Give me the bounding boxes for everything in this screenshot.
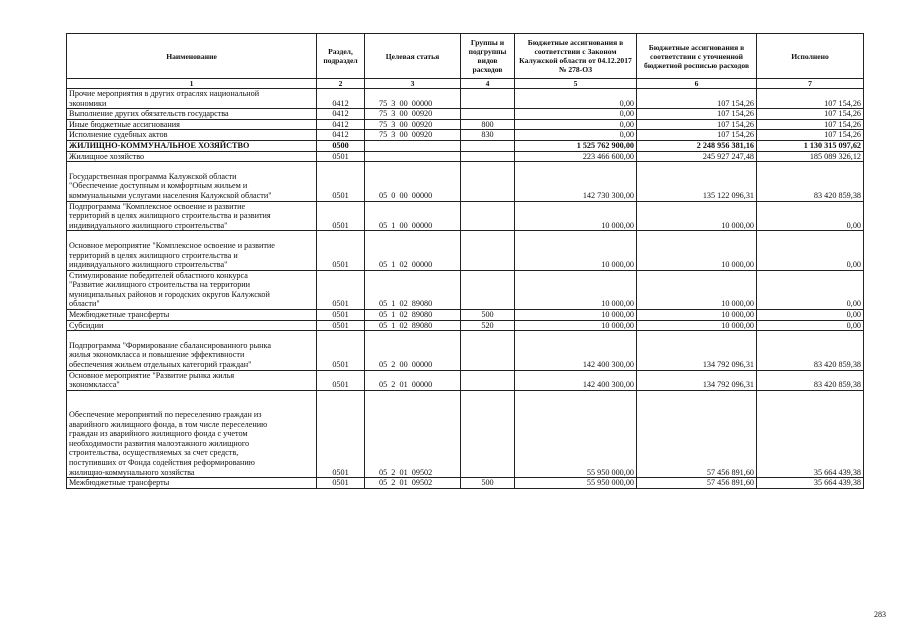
column-number-row [67, 79, 864, 89]
cell-groups [461, 162, 515, 201]
cell-law: 55 950 000,00 [515, 478, 637, 489]
cell-groups [461, 109, 515, 120]
cell-target: 05 1 02 89080 [365, 320, 461, 331]
cell-name: Подпрограмма "Формирование сбалансированного рынка жилья экономкласса и повышение эффективности обеспечения жильем отдельных категорий граждан" [67, 331, 317, 370]
colnum: 4 [461, 79, 515, 89]
table-row [67, 390, 864, 477]
cell-law: 0,00 [515, 130, 637, 141]
cell-refined: 107 154,26 [637, 109, 757, 120]
table-row [67, 109, 864, 120]
header-groups: Группы и подгруппы видов расходов [461, 34, 515, 79]
cell-name: Межбюджетные трансферты [67, 478, 317, 489]
cell-groups [461, 370, 515, 390]
cell-refined: 10 000,00 [637, 231, 757, 270]
cell-name: Обеспечение мероприятий по переселению граждан из аварийного жилищного фонда, в том числе переселению граждан из аварийного жилищного фонда с учетом необходимости развития малоэтажного жилищного строительства, осуществляемых за счет средств, поступивших от Фонда содействия реформированию жилищно-коммунального хозяйства [67, 390, 317, 477]
table-row [67, 201, 864, 231]
cell-name: Субсидии [67, 320, 317, 331]
cell-name: Подпрограмма "Комплексное освоение и развитие территорий в целях жилищного строительства и развития индивидуального жилищного строительства" [67, 201, 317, 231]
cell-name: Прочие мероприятия в других отраслях национальной экономики [67, 89, 317, 109]
cell-done: 0,00 [757, 201, 864, 231]
cell-target: 05 2 00 00000 [365, 331, 461, 370]
budget-table-sheet [66, 33, 863, 489]
cell-section: 0501 [317, 231, 365, 270]
cell-target: 75 3 00 00000 [365, 89, 461, 109]
cell-law: 142 400 300,00 [515, 331, 637, 370]
header-done: Исполнено [757, 34, 864, 79]
cell-done: 0,00 [757, 270, 864, 309]
cell-section: 0501 [317, 162, 365, 201]
cell-section: 0500 [317, 140, 365, 151]
table-body [67, 89, 864, 489]
cell-law: 223 466 600,00 [515, 151, 637, 162]
cell-law: 0,00 [515, 119, 637, 130]
table-header-row [67, 34, 864, 79]
cell-name: Иные бюджетные ассигнования [67, 119, 317, 130]
cell-section: 0501 [317, 201, 365, 231]
cell-groups [461, 390, 515, 477]
table-row [67, 310, 864, 321]
cell-name: Стимулирование победителей областного конкурса "Развитие жилищного строительства на территории муниципальных районов и городских округов Калужской области" [67, 270, 317, 309]
cell-refined: 57 456 891,60 [637, 478, 757, 489]
cell-name: Основное мероприятие "Комплексное освоение и развитие территорий в целях жилищного строительства и индивидуального жилищного строительства" [67, 231, 317, 270]
colnum: 2 [317, 79, 365, 89]
cell-done: 107 154,26 [757, 109, 864, 120]
colnum: 5 [515, 79, 637, 89]
cell-section: 0501 [317, 331, 365, 370]
budget-table [66, 33, 864, 489]
cell-section: 0412 [317, 119, 365, 130]
header-law: Бюджетные ассигнования в соответствии с Законом Калужской области от 04.12.2017 № 278-ОЗ [515, 34, 637, 79]
cell-refined: 10 000,00 [637, 320, 757, 331]
cell-groups [461, 151, 515, 162]
cell-done: 0,00 [757, 310, 864, 321]
cell-done: 83 420 859,38 [757, 162, 864, 201]
cell-groups [461, 331, 515, 370]
cell-law: 1 525 762 900,00 [515, 140, 637, 151]
table-row [67, 320, 864, 331]
cell-law: 0,00 [515, 89, 637, 109]
cell-name: Выполнение других обязательств государства [67, 109, 317, 120]
cell-target: 05 1 02 89080 [365, 270, 461, 309]
cell-law: 10 000,00 [515, 270, 637, 309]
page-number: 283 [874, 610, 886, 619]
cell-groups: 500 [461, 478, 515, 489]
cell-target [365, 151, 461, 162]
cell-target: 05 2 01 09502 [365, 390, 461, 477]
cell-done: 1 130 315 097,62 [757, 140, 864, 151]
table-row [67, 331, 864, 370]
cell-section: 0412 [317, 130, 365, 141]
cell-target: 05 2 01 09502 [365, 478, 461, 489]
cell-refined: 107 154,26 [637, 130, 757, 141]
cell-done: 107 154,26 [757, 119, 864, 130]
cell-done: 83 420 859,38 [757, 331, 864, 370]
cell-refined: 245 927 247,48 [637, 151, 757, 162]
cell-law: 10 000,00 [515, 231, 637, 270]
colnum: 6 [637, 79, 757, 89]
cell-done: 83 420 859,38 [757, 370, 864, 390]
cell-target: 75 3 00 00920 [365, 119, 461, 130]
table-row [67, 130, 864, 141]
cell-law: 142 730 300,00 [515, 162, 637, 201]
cell-done: 35 664 439,38 [757, 390, 864, 477]
header-target: Целевая статья [365, 34, 461, 79]
cell-refined: 57 456 891,60 [637, 390, 757, 477]
cell-target: 75 3 00 00920 [365, 130, 461, 141]
cell-done: 35 664 439,38 [757, 478, 864, 489]
cell-done: 185 089 326,12 [757, 151, 864, 162]
cell-refined: 107 154,26 [637, 89, 757, 109]
cell-refined: 135 122 096,31 [637, 162, 757, 201]
table-row [67, 478, 864, 489]
cell-name: ЖИЛИЩНО-КОММУНАЛЬНОЕ ХОЗЯЙСТВО [67, 140, 317, 151]
table-row [67, 370, 864, 390]
cell-refined: 107 154,26 [637, 119, 757, 130]
cell-refined: 10 000,00 [637, 310, 757, 321]
cell-target: 05 1 02 89080 [365, 310, 461, 321]
cell-target: 05 0 00 00000 [365, 162, 461, 201]
cell-groups: 800 [461, 119, 515, 130]
cell-target [365, 140, 461, 151]
cell-law: 10 000,00 [515, 310, 637, 321]
cell-target: 75 3 00 00920 [365, 109, 461, 120]
cell-groups [461, 89, 515, 109]
cell-done: 107 154,26 [757, 89, 864, 109]
cell-law: 10 000,00 [515, 201, 637, 231]
cell-groups: 500 [461, 310, 515, 321]
cell-done: 0,00 [757, 231, 864, 270]
header-section: Раздел, подраздел [317, 34, 365, 79]
cell-section: 0501 [317, 478, 365, 489]
cell-section: 0412 [317, 89, 365, 109]
cell-groups: 830 [461, 130, 515, 141]
cell-target: 05 1 00 00000 [365, 201, 461, 231]
table-row [67, 151, 864, 162]
table-row [67, 231, 864, 270]
cell-name: Государственная программа Калужской области "Обеспечение доступным и комфортным жильем и коммунальными услугами населения Калужской области" [67, 162, 317, 201]
cell-name: Исполнение судебных актов [67, 130, 317, 141]
cell-law: 142 400 300,00 [515, 370, 637, 390]
cell-refined: 134 792 096,31 [637, 331, 757, 370]
cell-name: Основное мероприятие "Развитие рынка жилья экономкласса" [67, 370, 317, 390]
cell-groups: 520 [461, 320, 515, 331]
table-row [67, 140, 864, 151]
cell-name: Межбюджетные трансферты [67, 310, 317, 321]
colnum: 7 [757, 79, 864, 89]
cell-groups [461, 270, 515, 309]
cell-section: 0501 [317, 370, 365, 390]
table-row [67, 89, 864, 109]
cell-section: 0412 [317, 109, 365, 120]
header-refined: Бюджетные ассигнования в соответствии с уточненной бюджетной росписью расходов [637, 34, 757, 79]
cell-law: 10 000,00 [515, 320, 637, 331]
cell-section: 0501 [317, 151, 365, 162]
table-row [67, 270, 864, 309]
cell-law: 55 950 000,00 [515, 390, 637, 477]
cell-done: 0,00 [757, 320, 864, 331]
cell-done: 107 154,26 [757, 130, 864, 141]
table-row [67, 119, 864, 130]
header-name: Наименование [67, 34, 317, 79]
cell-groups [461, 140, 515, 151]
colnum: 3 [365, 79, 461, 89]
cell-law: 0,00 [515, 109, 637, 120]
cell-section: 0501 [317, 310, 365, 321]
cell-name: Жилищное хозяйство [67, 151, 317, 162]
table-row [67, 162, 864, 201]
cell-groups [461, 231, 515, 270]
cell-section: 0501 [317, 390, 365, 477]
colnum: 1 [67, 79, 317, 89]
cell-refined: 2 248 956 381,16 [637, 140, 757, 151]
cell-target: 05 2 01 00000 [365, 370, 461, 390]
cell-refined: 134 792 096,31 [637, 370, 757, 390]
cell-target: 05 1 02 00000 [365, 231, 461, 270]
cell-section: 0501 [317, 270, 365, 309]
cell-section: 0501 [317, 320, 365, 331]
cell-groups [461, 201, 515, 231]
cell-refined: 10 000,00 [637, 201, 757, 231]
cell-refined: 10 000,00 [637, 270, 757, 309]
